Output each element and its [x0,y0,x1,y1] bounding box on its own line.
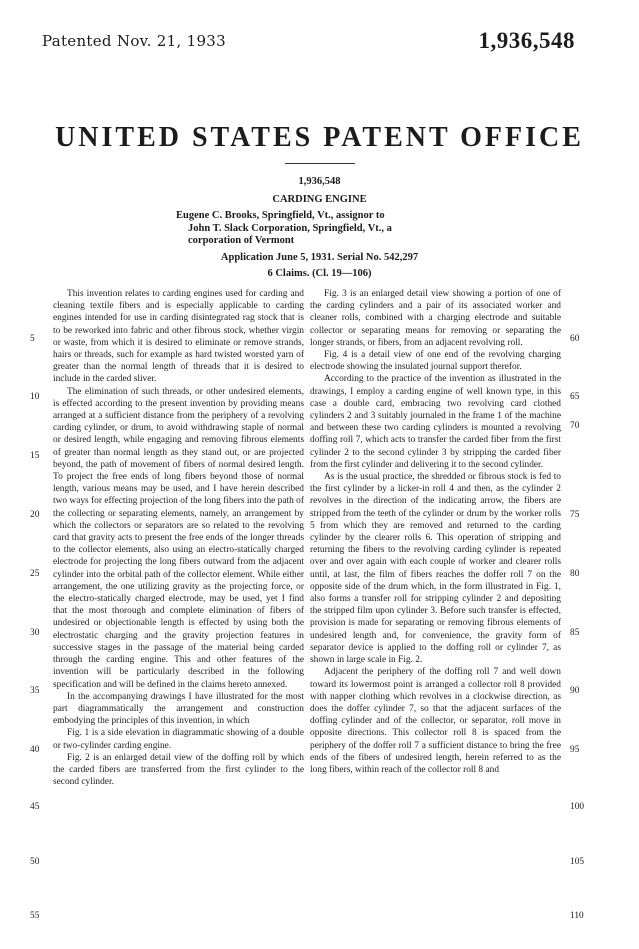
title-rule [285,163,355,164]
paragraph: Fig. 4 is a detail view of one end of the revolving charging electrode showing the insulated journal support therefor. [310,350,561,373]
right-column [310,288,561,776]
paragraph: Fig. 1 is a side elevation in diagrammatic showing of a double or two-cylinder carding engine. [53,728,304,751]
line-number: 5 [30,334,35,344]
application-line: Application June 5, 1931. Serial No. 542,297 [220,252,419,263]
line-number: 15 [30,451,40,461]
paragraph: As is the usual practice, the shredded or fibrous stock is fed to the first cylinder by a licker-in roll 4 and then, as the cylinder 2 revolves in the direction of the indicating arrow, the fibers are stripped from the teeth of the cylinder or drum by the worker rolls 5 from which they are removed and returned to the carding cylinder by the clearer rolls 6. This operation of stripping and returning the fibers to the revolving carding cylinder is repeated over and over again with each couple of worker and clearer rolls until, at last, the film of fibers reaches the doffer roll 7 on the opposite side of the drum which, in the form illustrated in Fig. 1, also forms a transfer roll for stripping cylinder 2 and depositing the stripped film upon cylinder 3. Before such transfer is effected, provision is made for separating or removing fibrous elements of undesired length and, for convenience, the gravity form of separator device is applied to the doffing roll or cylinder 7, as shown in large scale in Fig. 2. [310,472,561,666]
line-number: 50 [30,857,40,867]
paragraph: According to the practice of the invention as illustrated in the drawings, I employ a carding engine of well known type, in this case a double card, embracing two revolving card clothed cylinders 2 and 3 suitably journaled in the frame 1 of the machine and between these two carding cylinders is mounted a revolving doffing roll 7, which acts to transfer the carded fiber from the first cylinder 2 to the second cylinder 3 by stripping the carded fiber from the first cylinder and delivering it to the second cylinder. [310,374,561,470]
line-number: 25 [30,569,40,579]
line-number: 80 [570,569,580,579]
inventor-line: John T. Slack Corporation, Springfield, Vt., a [188,222,392,234]
inventor-line: Eugene C. Brooks, Springfield, Vt., assignor to [176,210,385,221]
line-number: 70 [570,421,580,431]
line-number: 45 [30,802,40,812]
line-number: 30 [30,628,40,638]
paragraph: Fig. 2 is an enlarged detail view of the doffing roll by which the carded fibers are transferred from the first cylinder to the second cylinder. [53,752,304,788]
page-header [42,30,575,60]
left-column [53,288,304,788]
paragraph: The elimination of such threads, or other undesired elements, is effected according to the present invention by providing means arranged at a sufficient distance from the periphery of a revolving carding cylinder, or drum, to avoid withdrawing staple of normal or desired length, while engaging and removing fibrous elements of greater than normal length as they stand out, or are projected beyond, the path of movement of fibers of normal desired length. To project the free ends of long fibers beyond those of normal length, various means may be used, and I have herein described two ways for effecting projection of the long fibers into the path of the collecting or separating elements, namely, an arrangement by which the collectors or separators are so related to the revolving card that gravity acts to present the free ends of the longer threads to the collector elements, also using an electro-statically charged electrode for projecting the long fibers outward from the adjacent cylinder into the orbital path of the collector element. While either arrangement, the one utilizing gravity as the projecting force, or the electro-statically charged electrode, may be used, yet I find that the most thorough and complete elimination of fibers of undesired or objectionable length is effected by using both the electrostatic charging and the gravity projection features in successive stages in the passage of the material being carded through the carding engine. This and other features of the invention will be particularly described in the following specification and will be defined in the claims hereto annexed. [53,386,304,690]
patent-number-header: 1,936,548 [478,28,575,53]
line-number: 35 [30,686,40,696]
line-number: 75 [570,510,580,520]
line-number: 65 [570,392,580,402]
office-title: UNITED STATES PATENT OFFICE [55,122,584,153]
line-number: 40 [30,745,40,755]
paragraph: In the accompanying drawings I have illustrated for the most part diagrammatically the arrangement and construction embodying the principles of this invention, in which [53,691,304,727]
patented-date: Patented Nov. 21, 1933 [42,32,226,50]
line-number: 10 [30,392,40,402]
line-number: 95 [570,745,580,755]
paragraph: Fig. 3 is an enlarged detail view showing a portion of one of the carding cylinders and a pair of its associated worker and cleaner rolls, combined with a charging electrode and suitable collector or separating means for removing or separating the longer strands, or fibers, from an adjacent revolving roll. [310,289,561,348]
inventor-block [176,210,456,248]
patent-title: CARDING ENGINE [272,194,367,205]
line-number: 60 [570,334,580,344]
line-number: 110 [570,911,584,921]
patent-number: 1,936,548 [298,176,341,187]
claims-line: 6 Claims. (Cl. 19—106) [267,268,372,279]
line-number: 20 [30,510,40,520]
inventor-line: corporation of Vermont [188,235,295,246]
paragraph: This invention relates to carding engines used for carding and cleaning textile fibers and is especially applicable to carding engines intended for use in carding disintegrated rag stock that is to be reworked into fabric and other fibrous stock, whether virgin or waste, from which it is desired to eliminate or remove strands, hairs or threads, such for example as hard twisted worsted yarn of greater than the normal length of threads that it is desired to include in the carded sliver. [53,289,304,385]
line-number: 100 [570,802,585,812]
line-number: 90 [570,686,580,696]
paragraph: Adjacent the periphery of the doffing roll 7 and well down toward its lowermost point is arranged a collector roll 8 provided with napper clothing which revolves in a clockwise direction, as does the doffer cylinder 7, so that the adjacent surfaces of the doffing cylinder and of the collector, or separator, roll move in opposite directions. This collector roll 8 is spaced from the periphery of the doffer roll 7 a sufficient distance to bring the free ends of the fibers of undesired length, herein referred to as the long fibers, within reach of the collector roll 8 and [310,667,561,775]
line-number: 85 [570,628,580,638]
line-number: 105 [570,857,585,867]
line-number: 55 [30,911,40,921]
